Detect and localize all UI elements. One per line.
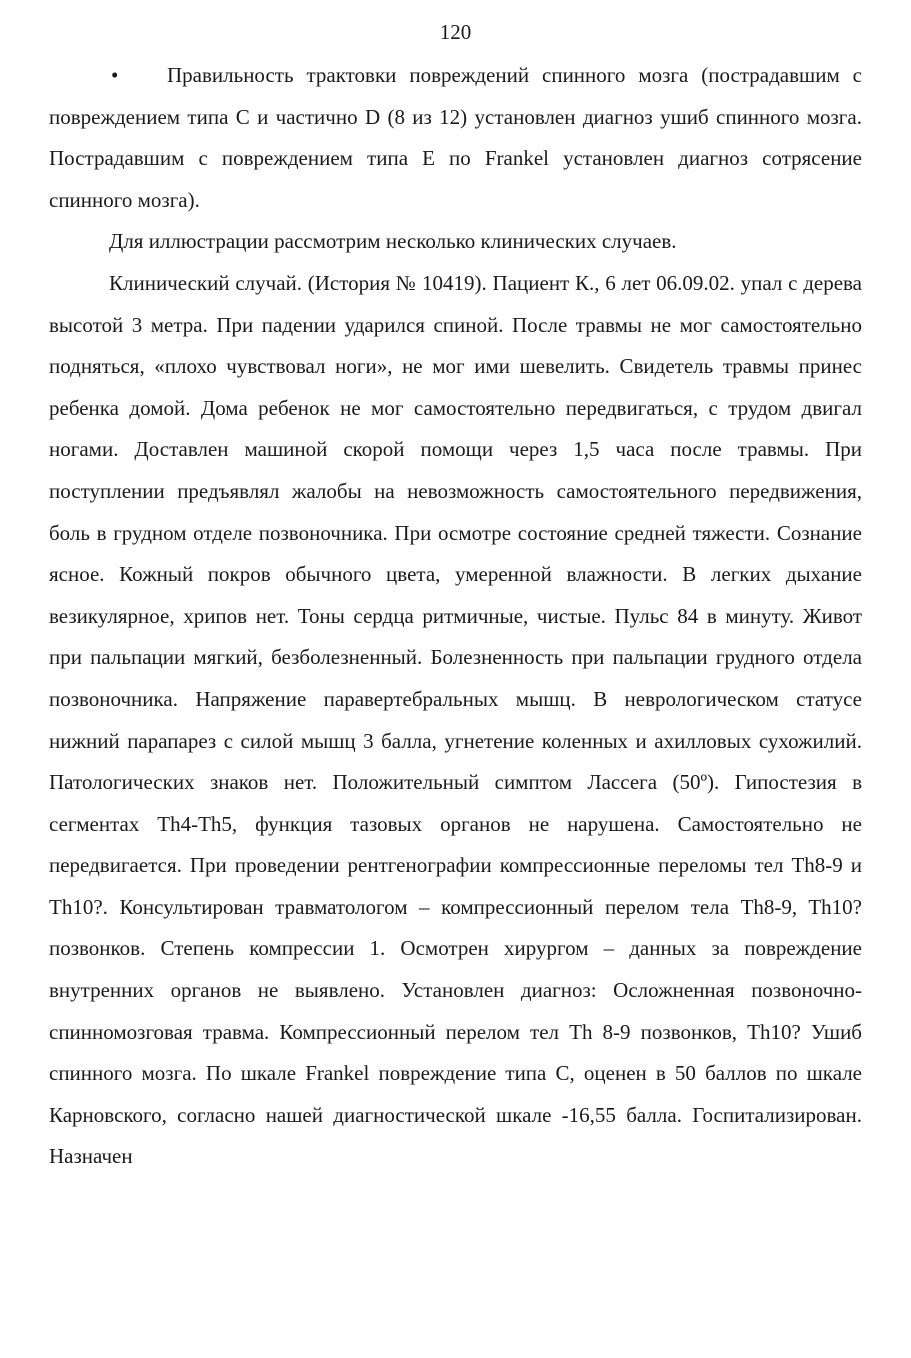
clinical-case-paragraph: Клинический случай. (История № 10419). Пациент К., 6 лет 06.09.02. упал с дерева высотой 3 метра. При падении ударился спиной. После травмы не мог самостоятельно подняться, «плохо чувствовал ноги», не мог ими шевелить. Свидетель травмы принес ребенка домой. Дома ребенок не мог самостоятельно передвигаться, с трудом двигал ногами. Доставлен машиной скорой помощи через 1,5 часа после травмы. При поступлении предъявлял жалобы на невозможность самостоятельного передвижения, боль в грудном отделе позвоночника. При осмотре состояние средней тяжести. Сознание ясное. Кожный покров обычного цвета, умеренной влажности. В легких дыхание везикулярное, хрипов нет. Тоны сердца ритмичные, чистые. Пульс 84 в минуту. Живот при пальпации мягкий, безболезненный. Болезненность при пальпации грудного отдела позвоночника. Напряжение паравертебральных мышц. В неврологическом статусе нижний парапарез с силой мышц 3 балла, угнетение коленных и ахилловых сухожилий. Патологических знаков нет. Положительный симптом Лассега (50º). Гипостезия в сегментах Th4-Th5, функция тазовых органов не нарушена. Самостоятельно не передвигается. При проведении рентгенографии компрессионные переломы тел Th8-9 и Th10?. Консультирован травматологом – компрессионный перелом тела Th8-9, Th10? позвонков. Степень компрессии 1. Осмотрен хирургом – данных за повреждение внутренних органов не выявлено. Установлен диагноз: Осложненная позвоночно-спинномозговая травма. Компрессионный перелом тел Th 8-9 позвонков, Th10? Ушиб спинного мозга. По шкале Frankel повреждение типа С, оценен в 50 баллов по шкале Карновского, согласно нашей диагностической шкале -16,55 балла. Госпитализирован. Назначен	[49, 270, 862, 1169]
page-number: 120	[439, 20, 472, 44]
bullet-paragraph-text: Правильность трактовки повреждений спинного мозга (пострадавшим с повреждением типа С и частично D (8 из 12) установлен диагноз ушиб спинного мозга. Пострадавшим с повреждением типа Е по Frankel установлен диагноз сотрясение спинного мозга).	[49, 63, 862, 212]
bullet-icon: •	[111, 63, 119, 87]
bullet-paragraph	[49, 55, 862, 221]
intro-paragraph: Для иллюстрации рассмотрим несколько клинических случаев.	[109, 229, 677, 254]
document-body	[49, 55, 862, 1178]
